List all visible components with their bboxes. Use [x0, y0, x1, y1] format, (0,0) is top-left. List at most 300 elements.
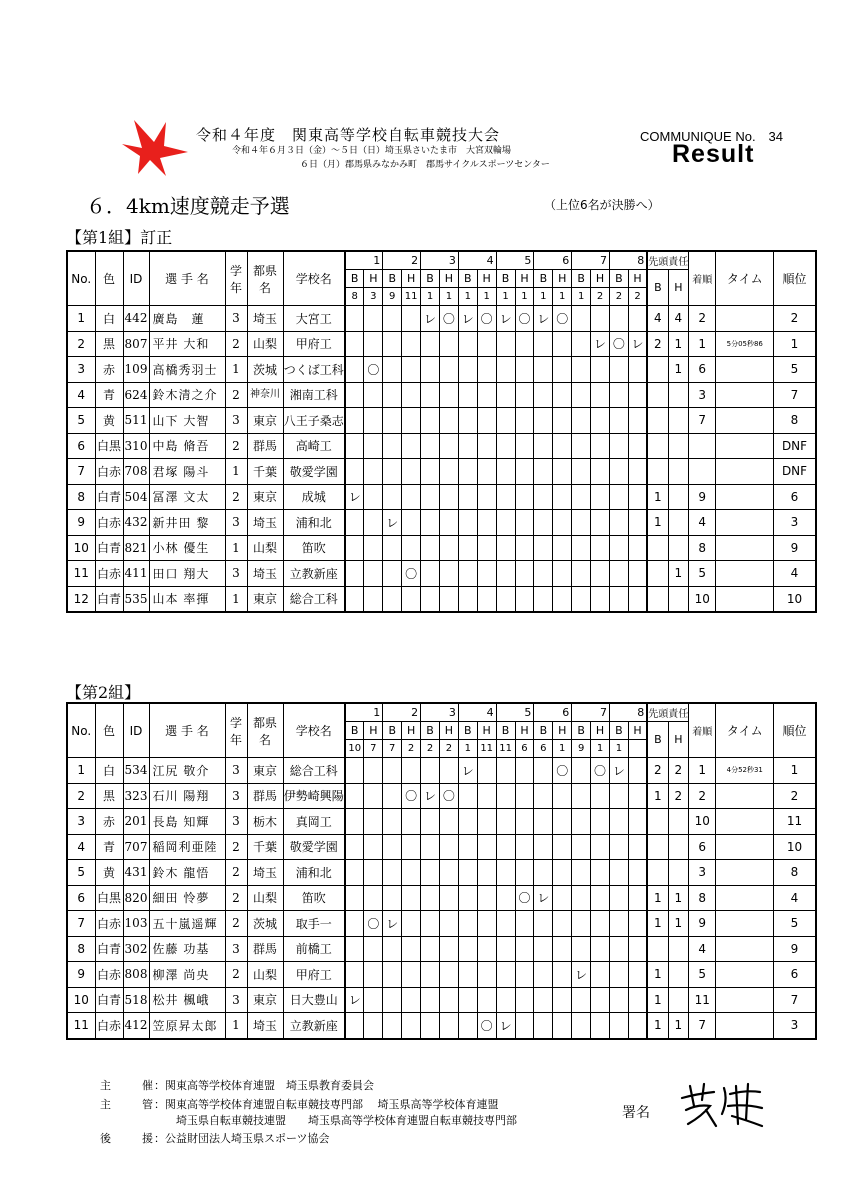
row-grade: 2 [225, 484, 247, 510]
row-leader-b [647, 586, 668, 612]
row-lap-mark [477, 936, 496, 962]
row-lap-mark [439, 331, 458, 357]
lap-type-header: H [553, 722, 572, 740]
row-lap-mark [439, 987, 458, 1013]
row-pref: 神奈川 [247, 382, 283, 408]
row-grade: 3 [225, 809, 247, 835]
row-id: 534 [123, 758, 149, 784]
row-lap-mark [477, 783, 496, 809]
row-pref: 埼玉 [247, 860, 283, 886]
lap-type-header: B [609, 270, 628, 288]
row-lap-mark [477, 433, 496, 459]
table-row [67, 860, 816, 886]
row-name: 山本 率揮 [149, 586, 225, 612]
lap-number-header: 5 [496, 703, 534, 722]
lap-type-header: B [345, 270, 364, 288]
row-lap-mark [439, 936, 458, 962]
row-lap-mark [421, 809, 440, 835]
row-rank: 5 [774, 357, 816, 383]
row-lap-mark [534, 758, 553, 784]
row-school: 敬愛学園 [283, 459, 345, 485]
row-time [716, 586, 774, 612]
row-lap-mark [477, 834, 496, 860]
row-lap-mark [439, 758, 458, 784]
row-no: 8 [67, 484, 95, 510]
row-lap-mark [515, 911, 534, 937]
row-lap-mark [534, 510, 553, 536]
row-lap-mark: レ [383, 911, 402, 937]
row-lap-mark [496, 860, 515, 886]
row-school: 立教新座 [283, 1013, 345, 1039]
lap-type-header: H [402, 270, 421, 288]
row-lap-mark [345, 936, 364, 962]
lap-type-header: H [364, 722, 383, 740]
footer-host-key: 主 催 [100, 1079, 163, 1092]
row-lap-mark [534, 987, 553, 1013]
lap-count-header: 1 [496, 288, 515, 306]
row-lap-mark [345, 758, 364, 784]
row-lap-mark [439, 408, 458, 434]
row-lap-mark [345, 357, 364, 383]
row-school: 前橋工 [283, 936, 345, 962]
row-leader-h: 1 [668, 1013, 689, 1039]
lap-type-header: H [553, 270, 572, 288]
row-lap-mark [553, 357, 572, 383]
row-lap-mark [591, 510, 610, 536]
row-lap-mark [534, 962, 553, 988]
row-lap-mark [402, 357, 421, 383]
row-lap-mark [402, 382, 421, 408]
lap-count-header: 8 [345, 288, 364, 306]
row-color: 白赤 [95, 510, 123, 536]
row-lap-mark [383, 306, 402, 332]
row-time [716, 987, 774, 1013]
col-header-leader: 先頭責任 [647, 703, 689, 722]
row-lap-mark [345, 809, 364, 835]
footer-host-text: ：関東高等学校体育連盟 埼玉県教育委員会 [154, 1079, 374, 1092]
row-lap-mark [402, 459, 421, 485]
row-rank: 6 [774, 484, 816, 510]
lap-count-header: 11 [496, 740, 515, 758]
lap-count-header: 9 [383, 288, 402, 306]
row-id: 511 [123, 408, 149, 434]
group-1-label: 【第1組】訂正 [66, 228, 173, 247]
row-school: 浦和北 [283, 860, 345, 886]
row-school: 真岡工 [283, 809, 345, 835]
row-grade: 2 [225, 331, 247, 357]
row-lap-mark [458, 484, 477, 510]
lap-count-header: 1 [609, 740, 628, 758]
row-lap-mark [421, 860, 440, 886]
row-lap-mark [609, 382, 628, 408]
row-leader-h [668, 936, 689, 962]
row-school: 甲府工 [283, 962, 345, 988]
row-lap-mark [477, 809, 496, 835]
row-color: 白青 [95, 484, 123, 510]
row-leader-h [668, 860, 689, 886]
row-color: 白黒 [95, 433, 123, 459]
row-pref: 群馬 [247, 433, 283, 459]
row-color: 白青 [95, 535, 123, 561]
row-lap-mark [591, 535, 610, 561]
row-lap-mark [345, 459, 364, 485]
row-lap-mark [439, 484, 458, 510]
lap-type-header: H [591, 270, 610, 288]
lap-type-header: B [534, 722, 553, 740]
lap-count-header: 2 [609, 288, 628, 306]
table-row [67, 306, 816, 332]
row-lap-mark [534, 357, 553, 383]
row-lap-mark: レ [421, 306, 440, 332]
row-rank: 7 [774, 987, 816, 1013]
row-lap-mark [458, 535, 477, 561]
row-lap-mark [383, 535, 402, 561]
row-lap-mark [458, 586, 477, 612]
row-lap-mark [421, 586, 440, 612]
row-color: 白黒 [95, 885, 123, 911]
footer-org-text-2: 埼玉県自転車競技連盟 埼玉県高等学校体育連盟自転車競技専門部 [176, 1114, 517, 1127]
row-lap-mark [477, 357, 496, 383]
row-time [716, 885, 774, 911]
row-lap-mark [496, 561, 515, 587]
row-no: 4 [67, 834, 95, 860]
tournament-dates-venue-2: ６日（月）郡馬県みなかみ町 郡馬サイクルスポーツセンター [300, 160, 550, 170]
row-lap-mark [628, 809, 647, 835]
row-lap-mark [345, 382, 364, 408]
row-lap-mark [402, 885, 421, 911]
row-leader-h [668, 459, 689, 485]
row-lap-mark [572, 758, 591, 784]
row-pref: 埼玉 [247, 510, 283, 536]
row-time: 4分52秒31 [716, 758, 774, 784]
row-lap-mark [534, 561, 553, 587]
row-rank: 8 [774, 860, 816, 886]
row-leader-b: 1 [647, 885, 668, 911]
row-lap-mark [591, 484, 610, 510]
row-lap-mark [345, 535, 364, 561]
row-lap-mark [383, 331, 402, 357]
row-lap-mark [458, 809, 477, 835]
row-id: 707 [123, 834, 149, 860]
lap-count-header: 1 [477, 288, 496, 306]
row-school: 取手一 [283, 911, 345, 937]
lap-type-header: B [345, 722, 364, 740]
row-time [716, 357, 774, 383]
row-lap-mark [534, 586, 553, 612]
row-leader-b: 1 [647, 911, 668, 937]
row-lap-mark: レ [421, 783, 440, 809]
row-lap-mark [364, 987, 383, 1013]
row-lap-mark [534, 535, 553, 561]
lap-count-header: 2 [402, 740, 421, 758]
row-finish [689, 433, 716, 459]
table-row [67, 987, 816, 1013]
row-lap-mark [421, 561, 440, 587]
lap-count-header: 1 [591, 740, 610, 758]
lap-count-header: 11 [402, 288, 421, 306]
lap-type-header: H [628, 722, 647, 740]
row-name: 高橋秀羽士 [149, 357, 225, 383]
row-lap-mark [515, 408, 534, 434]
row-lap-mark [345, 783, 364, 809]
row-lap-mark [591, 987, 610, 1013]
row-lap-mark [628, 1013, 647, 1039]
row-lap-mark: 〇 [477, 1013, 496, 1039]
row-lap-mark [345, 911, 364, 937]
row-lap-mark [458, 408, 477, 434]
row-lap-mark [402, 860, 421, 886]
table-row [67, 911, 816, 937]
table-row [67, 1013, 816, 1039]
row-lap-mark [591, 382, 610, 408]
row-id: 807 [123, 331, 149, 357]
row-lap-mark [628, 783, 647, 809]
lap-number-header: 6 [534, 251, 572, 270]
row-no: 4 [67, 382, 95, 408]
row-lap-mark [628, 936, 647, 962]
row-lap-mark [515, 535, 534, 561]
row-lap-mark: レ [534, 306, 553, 332]
row-grade: 2 [225, 860, 247, 886]
row-leader-b: 1 [647, 962, 668, 988]
row-lap-mark [402, 834, 421, 860]
row-lap-mark: 〇 [609, 331, 628, 357]
row-lap-mark [477, 331, 496, 357]
row-lap-mark [628, 885, 647, 911]
row-lap-mark [515, 936, 534, 962]
row-name: 細田 怜夢 [149, 885, 225, 911]
row-lap-mark [402, 510, 421, 536]
row-lap-mark [609, 936, 628, 962]
row-lap-mark [534, 382, 553, 408]
col-header-finish: 着順 [689, 703, 716, 758]
row-id: 201 [123, 809, 149, 835]
tournament-title: 令和４年度 関東高等学校自転車競技大会 [196, 126, 501, 144]
row-lap-mark [628, 834, 647, 860]
row-lap-mark [553, 586, 572, 612]
row-lap-mark [515, 459, 534, 485]
row-lap-mark [364, 382, 383, 408]
row-lap-mark [572, 306, 591, 332]
row-lap-mark [628, 433, 647, 459]
row-lap-mark [477, 758, 496, 784]
lap-type-header: H [515, 722, 534, 740]
row-lap-mark: 〇 [402, 783, 421, 809]
row-no: 11 [67, 1013, 95, 1039]
row-school: 笛吹 [283, 535, 345, 561]
row-grade: 1 [225, 1013, 247, 1039]
lap-count-header: 1 [572, 288, 591, 306]
row-lap-mark [439, 510, 458, 536]
row-pref: 東京 [247, 484, 283, 510]
row-lap-mark [421, 758, 440, 784]
row-no: 5 [67, 408, 95, 434]
col-header-no: No. [67, 251, 95, 306]
row-color: 赤 [95, 809, 123, 835]
row-lap-mark [345, 306, 364, 332]
lap-count-header: 9 [572, 740, 591, 758]
row-rank: 2 [774, 306, 816, 332]
row-lap-mark [572, 936, 591, 962]
lap-number-header: 1 [345, 251, 383, 270]
row-school: 笛吹 [283, 885, 345, 911]
row-lap-mark [572, 561, 591, 587]
lap-count-header: 1 [553, 740, 572, 758]
row-lap-mark [421, 408, 440, 434]
lap-type-header: B [534, 270, 553, 288]
row-school: 敬愛学園 [283, 834, 345, 860]
row-lap-mark [609, 1013, 628, 1039]
row-lap-mark [345, 962, 364, 988]
row-no: 10 [67, 987, 95, 1013]
row-rank: 6 [774, 962, 816, 988]
row-lap-mark [439, 357, 458, 383]
table-row [67, 535, 816, 561]
col-header-id: ID [123, 251, 149, 306]
lap-count-header: 6 [534, 740, 553, 758]
row-lap-mark [534, 459, 553, 485]
row-lap-mark [515, 357, 534, 383]
row-lap-mark: レ [496, 306, 515, 332]
row-lap-mark [364, 962, 383, 988]
row-id: 535 [123, 586, 149, 612]
table-row [67, 586, 816, 612]
row-lap-mark: 〇 [553, 758, 572, 784]
row-lap-mark [458, 962, 477, 988]
row-lap-mark [553, 962, 572, 988]
row-leader-b: 1 [647, 987, 668, 1013]
row-lap-mark [383, 758, 402, 784]
col-header-pref: 都県名 [247, 703, 283, 758]
row-rank: 9 [774, 936, 816, 962]
row-leader-h [668, 962, 689, 988]
row-lap-mark [628, 459, 647, 485]
row-no: 2 [67, 783, 95, 809]
row-finish: 11 [689, 987, 716, 1013]
row-finish: 1 [689, 331, 716, 357]
row-lap-mark [421, 459, 440, 485]
row-time [716, 433, 774, 459]
lap-type-header: B [496, 722, 515, 740]
col-header-time: タイム [716, 251, 774, 306]
row-lap-mark [383, 382, 402, 408]
row-name: 平井 大和 [149, 331, 225, 357]
group-1-results-table [66, 250, 817, 613]
row-rank: 3 [774, 1013, 816, 1039]
row-no: 2 [67, 331, 95, 357]
lap-type-header: B [572, 270, 591, 288]
row-pref: 千葉 [247, 834, 283, 860]
row-no: 1 [67, 758, 95, 784]
row-lap-mark [383, 459, 402, 485]
row-lap-mark [534, 783, 553, 809]
row-school: 立教新座 [283, 561, 345, 587]
row-lap-mark [439, 382, 458, 408]
row-lap-mark: 〇 [402, 561, 421, 587]
row-name: 江尻 敬介 [149, 758, 225, 784]
row-finish: 9 [689, 911, 716, 937]
row-lap-mark [458, 860, 477, 886]
row-leader-b: 2 [647, 331, 668, 357]
row-color: 白赤 [95, 561, 123, 587]
row-lap-mark [496, 510, 515, 536]
row-pref: 埼玉 [247, 306, 283, 332]
row-finish [689, 459, 716, 485]
row-id: 431 [123, 860, 149, 886]
row-no: 11 [67, 561, 95, 587]
lap-count-header: 2 [591, 288, 610, 306]
row-time [716, 783, 774, 809]
row-lap-mark [515, 1013, 534, 1039]
row-lap-mark [609, 484, 628, 510]
row-lap-mark [553, 809, 572, 835]
row-time [716, 484, 774, 510]
row-lap-mark [553, 331, 572, 357]
row-finish: 7 [689, 1013, 716, 1039]
row-time: 5分05秒86 [716, 331, 774, 357]
row-lap-mark [458, 331, 477, 357]
lap-number-header: 3 [421, 251, 459, 270]
row-lap-mark [458, 357, 477, 383]
row-lap-mark [515, 484, 534, 510]
row-lap-mark [591, 433, 610, 459]
row-lap-mark [458, 510, 477, 536]
row-no: 6 [67, 433, 95, 459]
row-lap-mark [421, 987, 440, 1013]
row-lap-mark [402, 306, 421, 332]
col-header-no: No. [67, 703, 95, 758]
row-lap-mark [364, 783, 383, 809]
row-lap-mark [609, 586, 628, 612]
footer-organizer [100, 1096, 499, 1112]
row-lap-mark [515, 561, 534, 587]
row-time [716, 306, 774, 332]
lap-count-header: 1 [534, 288, 553, 306]
row-finish: 8 [689, 885, 716, 911]
lap-number-header: 3 [421, 703, 459, 722]
row-school: 伊勢崎興陽 [283, 783, 345, 809]
row-id: 323 [123, 783, 149, 809]
row-time [716, 510, 774, 536]
row-lap-mark [345, 433, 364, 459]
row-name: 田口 翔大 [149, 561, 225, 587]
lap-count-header: 3 [364, 288, 383, 306]
row-rank: 10 [774, 834, 816, 860]
row-name: 笠原昇太郎 [149, 1013, 225, 1039]
row-lap-mark: レ [383, 510, 402, 536]
row-time [716, 962, 774, 988]
row-lap-mark [364, 306, 383, 332]
row-rank: DNF [774, 433, 816, 459]
row-leader-h [668, 484, 689, 510]
row-lap-mark [572, 586, 591, 612]
row-lap-mark [496, 433, 515, 459]
lap-type-header: B [458, 270, 477, 288]
row-lap-mark [628, 911, 647, 937]
row-name: 柳澤 尚央 [149, 962, 225, 988]
row-lap-mark: レ [458, 306, 477, 332]
lap-type-header: B [383, 270, 402, 288]
row-lap-mark [572, 433, 591, 459]
col-header-grade: 学年 [225, 251, 247, 306]
row-pref: 東京 [247, 408, 283, 434]
row-leader-b [647, 357, 668, 383]
row-lap-mark [515, 809, 534, 835]
row-lap-mark [477, 510, 496, 536]
row-lap-mark [345, 561, 364, 587]
row-lap-mark [591, 911, 610, 937]
row-no: 6 [67, 885, 95, 911]
